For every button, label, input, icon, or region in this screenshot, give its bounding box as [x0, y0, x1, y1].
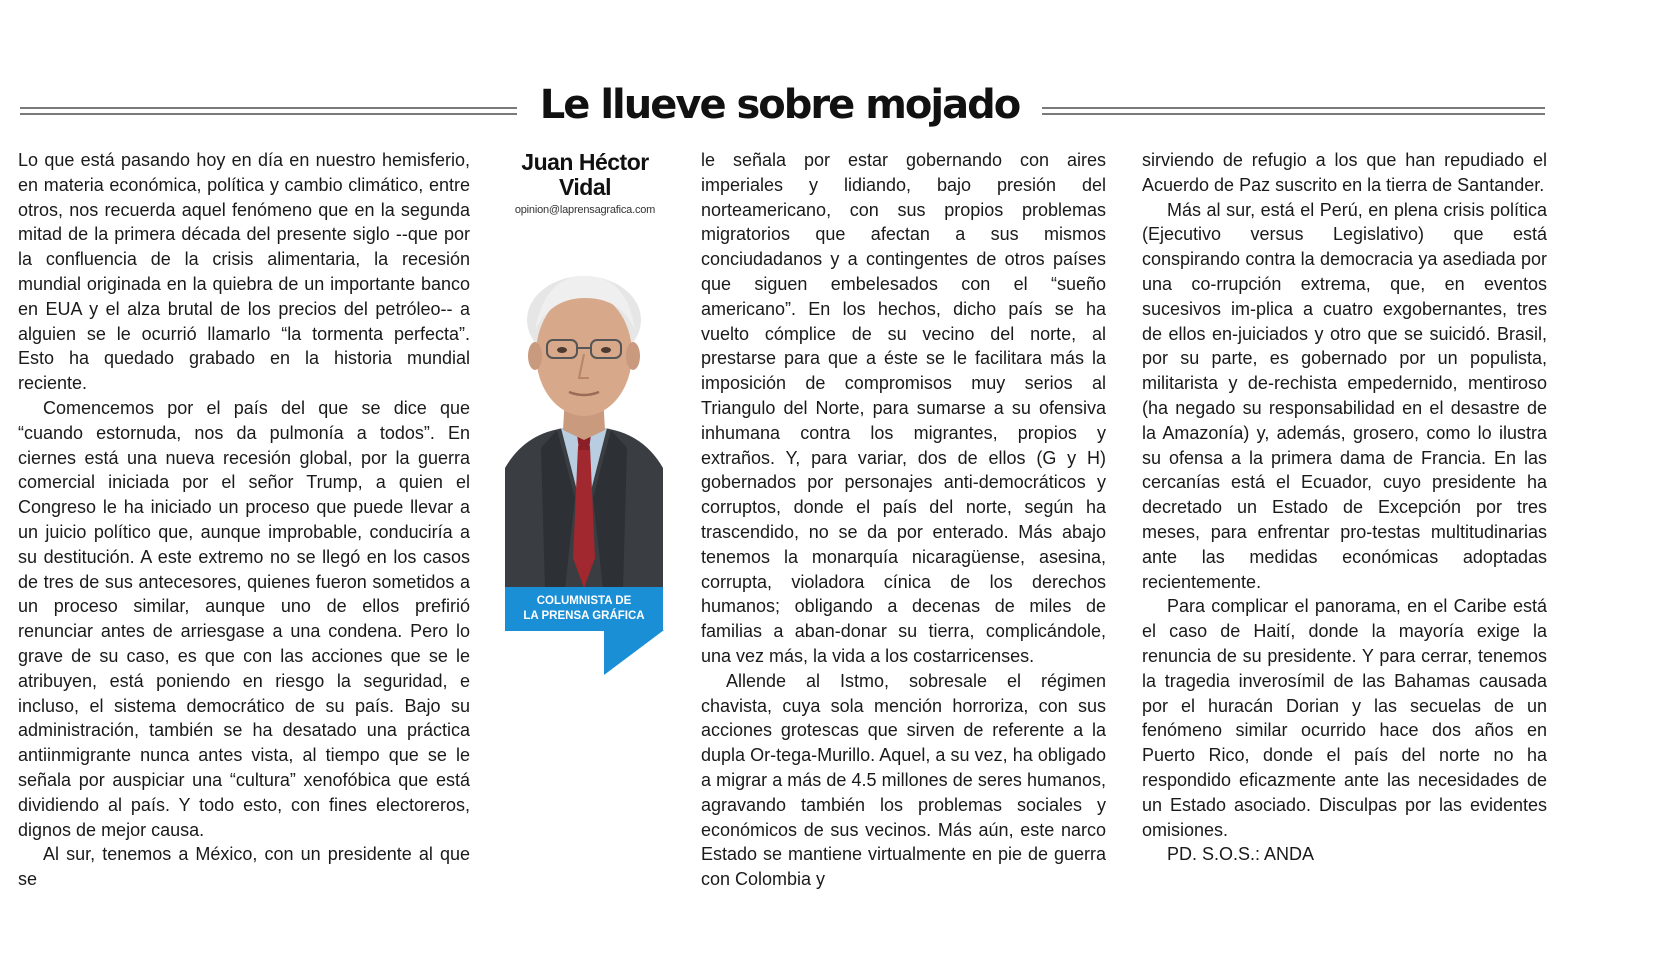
author-name	[505, 150, 665, 200]
paragraph: PD. S.O.S.: ANDA	[1167, 844, 1315, 865]
article-column-3	[701, 148, 1106, 892]
author-name-line: Juan Héctor	[521, 149, 649, 175]
article-column-1	[18, 148, 470, 892]
author-photo	[505, 268, 663, 588]
badge-flag-icon	[604, 630, 664, 675]
paragraph: Más al sur, está el Perú, en plena crisis política (Ejecutivo versus Legislativo) que está conspirando contra la democracia ya asediada por una co-rrupción extrema, que, en eventos sucesivos im-plica a cuatro exgobernantes, tres de ellos en-juiciados y otro que se suicidó. Brasil, por su parte, es gobernado por un populista, militarista y de-rechista empedernido, mentiroso (ha negado su responsabilidad en el desastre de la Amazonía) y, además, grosero, como lo ilustra su ofensa a la primera dama de Francia. En las cercanías está el Ecuador, cuyo presidente ha decretado un Estado de Excepción por tres meses, para enfrentar pro-testas multitudinarias ante las medidas económicas adoptadas recientemente.	[1142, 199, 1547, 592]
byline	[505, 150, 665, 216]
columnist-badge	[505, 587, 663, 631]
paragraph: Al sur, tenemos a México, con un presidente al que se	[18, 844, 470, 890]
article-column-4	[1142, 148, 1547, 867]
paragraph: sirviendo de refugio a los que han repudiado el Acuerdo de Paz suscrito en la tierra de Santander.	[1142, 150, 1547, 195]
headline-rule-right	[1042, 107, 1545, 115]
headline-row	[20, 82, 1545, 138]
badge-line: COLUMNISTA DE	[536, 595, 632, 607]
paragraph: Allende al Istmo, sobresale el régimen chavista, cuya sola mención horroriza, con sus acciones grotescas que sirven de referente a la dupla Or-tega-Murillo. Aquel, a su vez, ha obligado a migrar a más de 4.5 millones de seres humanos, agravando también los problemas sociales y económicos de sus vecinos. Más aún, este narco Estado se mantiene virtualmente en pie de guerra con Colombia y	[701, 670, 1106, 890]
headline: Le llueve sobre mojado	[539, 82, 1020, 128]
headline-rule-left	[20, 107, 517, 115]
author-email: opinion@laprensagrafica.com	[514, 204, 656, 216]
author-name-line: Vidal	[558, 174, 612, 200]
paragraph: Comencemos por el país del que se dice que “cuando estornuda, nos da pulmonía a todos”. En ciernes está una nueva recesión global, por la guerra comercial iniciada por el señor Trump, a quien el Congreso le ha iniciado un proceso que puede llevar a un juicio político que, aunque improbable, conduciría a su destitución. A este extremo no se llegó en los casos de tres de sus antecesores, quienes fueron sometidos a un proceso similar, aunque uno de ellos prefirió renunciar antes de arriesgase a una condena. Pero lo grave de su caso, es que con las acciones que se le atribuyen, está poniendo en riesgo la seguridad, e incluso, el sistema democrático de su país. Bajo su administración, también se ha desatado una práctica antiinmigrante nunca antes vista, al tiempo que se le señala por auspiciar una “cultura” xenofóbica que está dividiendo al país. Y todo esto, con fines electoreros, dignos de mejor causa.	[18, 397, 470, 840]
paragraph: Lo que está pasando hoy en día en nuestro hemisferio, en materia económica, política y cambio climático, entre otros, nos recuerda aquel fenómeno que en la segunda mitad de la primera década del presente siglo --que por la confluencia de la crisis alimentaria, la recesión mundial originada en la quiebra de un importante banco en EUA y el alza brutal de los precios del petróleo-- a alguien se le ocurrió llamarlo “la tormenta perfecta”. Esto ha quedado grabado en la historia mundial reciente.	[18, 150, 470, 394]
paragraph: Para complicar el panorama, en el Caribe está el caso de Haití, donde la mayoría exige la renuncia de su presidente. Y para cerrar, tenemos la tragedia inverosímil de las Bahamas causada por el huracán Dorian y las secuelas de un fenómeno similar ocurrido hace dos años en Puerto Rico, donde el país del norte no ha respondido eficazmente ante las necesidades de un Estado asociado. Disculpas por las evidentes omisiones.	[1142, 596, 1547, 840]
paragraph: le señala por estar gobernando con aires imperiales y lidiando, bajo presión del norteamericano, con sus propios problemas migratorios que afectan a sus mismos conciudadanos y a contingentes de otros países que siguen embelesados con el “sueño americano”. En los hechos, dicho país se ha vuelto cómplice de su vecino del norte, al prestarse para que a éste se le facilitara más la imposición de compromisos muy serios al Triangulo del Norte, para sumarse a su ofensiva inhumana contra los migrantes, propios y extraños. Y, para variar, dos de ellos (G y H) gobernados por personajes anti-democráticos y corruptos, donde el país del norte, según ha trascendido, no se da por enterado. Más abajo tenemos la monarquía nicaragüense, asesina, corrupta, violadora cínica de los derechos humanos; obligando a decenas de miles de familias a aban-donar su tierra, complicándole, una vez más, la vida a los costarricenses.	[701, 150, 1106, 666]
badge-line: LA PRENSA GRÁFICA	[523, 610, 645, 622]
